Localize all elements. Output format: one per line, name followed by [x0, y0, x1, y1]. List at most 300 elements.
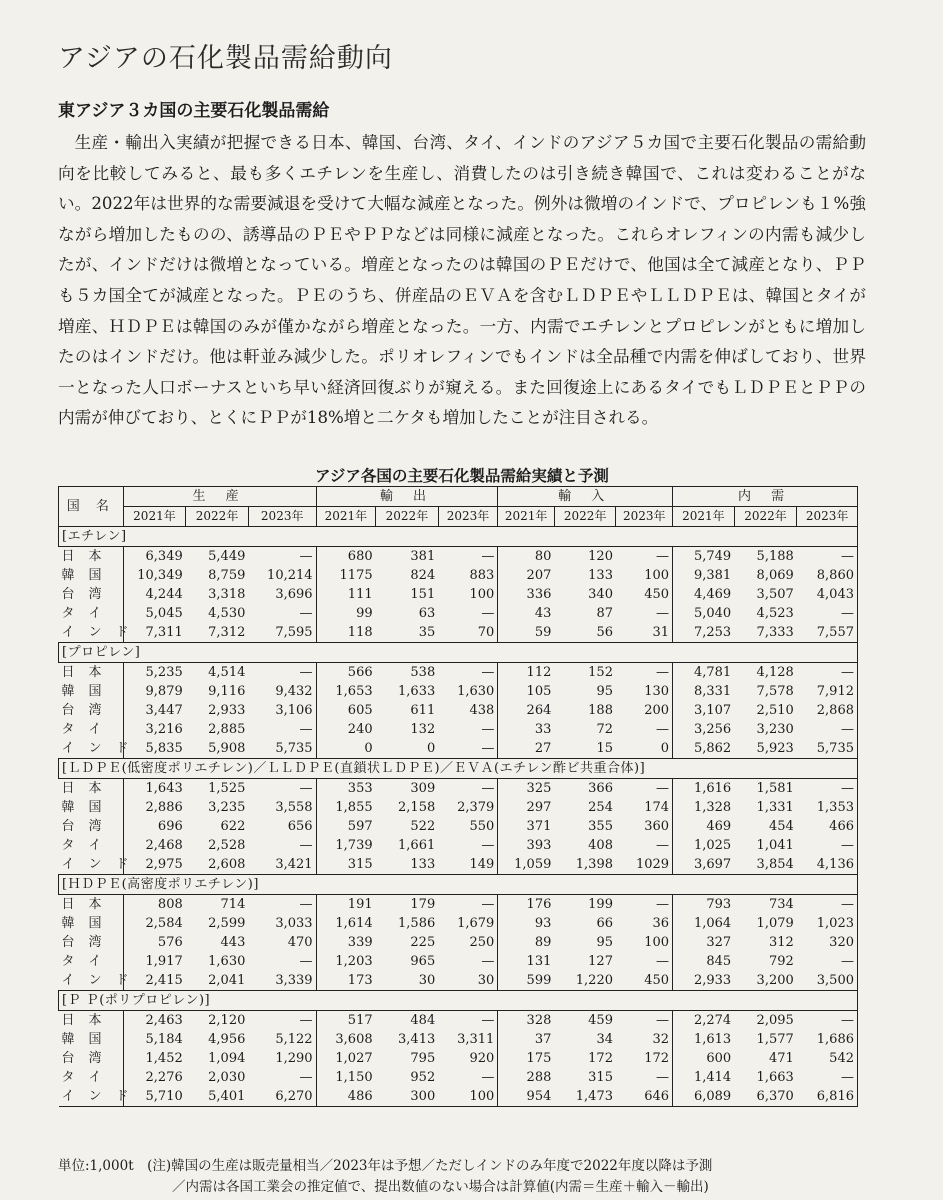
table-row: [59, 1087, 858, 1107]
value-cell: 1,616: [673, 779, 735, 799]
value-cell: 952: [410, 1070, 436, 1085]
value-cell: 450: [616, 971, 673, 991]
value-cell: 66: [596, 916, 613, 931]
value-cell: 1,025: [673, 836, 735, 855]
country-cell: 韓国: [61, 684, 116, 699]
value-cell: —: [299, 665, 313, 680]
value-cell: 2,030: [208, 1070, 246, 1085]
value-cell: 381: [410, 549, 436, 564]
value-cell: 0: [376, 739, 439, 759]
value-cell: 2,415: [123, 971, 186, 991]
value-cell: 3,447: [123, 701, 186, 720]
country-cell: 台湾: [61, 935, 116, 950]
value-cell: 131: [498, 952, 555, 971]
table-year-header-row: [59, 507, 858, 527]
value-cell: 1,331: [756, 800, 794, 815]
value-cell: —: [299, 1013, 313, 1028]
value-cell: 1,630: [208, 954, 246, 969]
value-cell: 1,577: [756, 1032, 794, 1047]
value-cell: 72: [596, 722, 613, 737]
table-row: [59, 663, 858, 683]
value-cell: —: [299, 722, 313, 737]
value-cell: 4,128: [756, 665, 794, 680]
value-cell: 105: [498, 682, 555, 701]
value-cell: 5,862: [673, 739, 735, 759]
table-row: [59, 895, 858, 915]
value-cell: 3,558: [275, 800, 313, 815]
value-cell: 517: [316, 1011, 376, 1031]
value-cell: 454: [768, 819, 794, 834]
value-cell: 2,276: [123, 1068, 186, 1087]
country-cell: 台湾: [61, 703, 116, 718]
value-cell: 339: [316, 933, 376, 952]
value-cell: —: [797, 1068, 858, 1087]
year-header: 2022年: [376, 507, 439, 527]
value-cell: 734: [768, 897, 794, 912]
value-cell: 1,064: [673, 914, 735, 933]
country-cell: 台湾: [61, 587, 116, 602]
table-row: [59, 1030, 858, 1049]
value-cell: 1,663: [756, 1070, 794, 1085]
country-cell: インド: [59, 855, 124, 875]
value-cell: 1,586: [398, 916, 436, 931]
value-cell: 30: [438, 971, 498, 991]
value-cell: 696: [123, 817, 186, 836]
value-cell: 1,079: [756, 916, 794, 931]
value-cell: 188: [588, 703, 613, 718]
value-cell: 3,256: [673, 720, 735, 739]
value-cell: 3,507: [756, 587, 794, 602]
value-cell: 5,735: [797, 739, 858, 759]
value-cell: 1,653: [316, 682, 376, 701]
value-cell: 33: [498, 720, 555, 739]
value-cell: 93: [498, 914, 555, 933]
value-cell: 6,089: [673, 1087, 735, 1107]
value-cell: 469: [673, 817, 735, 836]
value-cell: 470: [287, 935, 313, 950]
value-cell: 240: [316, 720, 376, 739]
value-cell: 3,235: [208, 800, 246, 815]
table-group-header-row: [59, 487, 858, 507]
value-cell: 4,514: [208, 665, 246, 680]
value-cell: 100: [644, 568, 670, 583]
value-cell: 2,528: [208, 838, 246, 853]
value-cell: 6,370: [734, 1087, 797, 1107]
value-cell: 7,578: [756, 684, 794, 699]
value-cell: 132: [410, 722, 436, 737]
value-cell: —: [797, 779, 858, 799]
value-cell: 152: [588, 665, 613, 680]
value-cell: 355: [588, 819, 613, 834]
value-cell: 100: [438, 1087, 498, 1107]
country-cell: 韓国: [61, 568, 116, 583]
value-cell: 542: [797, 1049, 858, 1068]
value-cell: 7,311: [123, 623, 186, 643]
table-row: [59, 817, 858, 836]
value-cell: —: [299, 954, 313, 969]
value-cell: 3,696: [275, 587, 313, 602]
year-header: 2023年: [797, 507, 858, 527]
table-row: [59, 952, 858, 971]
value-cell: 5,710: [123, 1087, 186, 1107]
value-cell: 327: [673, 933, 735, 952]
value-cell: —: [299, 606, 313, 621]
value-cell: 3,216: [123, 720, 186, 739]
value-cell: 200: [644, 703, 670, 718]
value-cell: —: [656, 1070, 670, 1085]
group-header-exports: 輸 出: [316, 487, 498, 507]
value-cell: 0: [616, 739, 673, 759]
value-cell: 2,095: [756, 1013, 794, 1028]
value-cell: 191: [316, 895, 376, 915]
country-cell: タイ: [61, 722, 116, 737]
country-cell: 韓国: [61, 916, 116, 931]
value-cell: 2,599: [208, 916, 246, 931]
value-cell: —: [438, 739, 498, 759]
value-cell: —: [481, 549, 495, 564]
value-cell: 1,633: [398, 684, 436, 699]
value-cell: 1,452: [123, 1049, 186, 1068]
value-cell: 179: [410, 897, 436, 912]
value-cell: 1,739: [316, 836, 376, 855]
value-cell: 597: [316, 817, 376, 836]
value-cell: —: [481, 781, 495, 796]
value-cell: 3,697: [673, 855, 735, 875]
section-label: [ＬＤＰＥ(低密度ポリエチレン)／ＬＬＤＰＥ(直鎖状ＬＤＰＥ)／ＥＶＡ(エチレン酢ビ共重合体)]: [59, 759, 858, 779]
value-cell: 5,045: [123, 604, 186, 623]
value-cell: 1,855: [316, 798, 376, 817]
value-cell: —: [656, 665, 670, 680]
value-cell: —: [481, 606, 495, 621]
value-cell: 325: [498, 779, 555, 799]
table-row: [59, 720, 858, 739]
country-cell: インド: [59, 971, 124, 991]
value-cell: 793: [673, 895, 735, 915]
value-cell: 133: [376, 855, 439, 875]
table-row: [59, 1068, 858, 1087]
country-cell: インド: [59, 1087, 124, 1107]
table-row: [59, 739, 858, 759]
value-cell: —: [797, 604, 858, 623]
value-cell: 1,917: [123, 952, 186, 971]
value-cell: 3,500: [797, 971, 858, 991]
value-cell: 795: [410, 1051, 436, 1066]
value-cell: 99: [316, 604, 376, 623]
value-cell: 366: [588, 781, 613, 796]
value-cell: 8,860: [797, 566, 858, 585]
value-cell: 656: [287, 819, 313, 834]
year-header: 2023年: [248, 507, 316, 527]
value-cell: —: [481, 1070, 495, 1085]
value-cell: 2,510: [756, 703, 794, 718]
year-header: 2022年: [186, 507, 249, 527]
value-cell: 9,116: [208, 684, 246, 699]
table-row: [59, 836, 858, 855]
value-cell: 34: [596, 1032, 613, 1047]
country-cell: 日本: [61, 897, 116, 912]
value-cell: —: [797, 836, 858, 855]
value-cell: 315: [588, 1070, 613, 1085]
value-cell: 175: [498, 1049, 555, 1068]
value-cell: 9,879: [123, 682, 186, 701]
value-cell: 4,043: [797, 585, 858, 604]
value-cell: 174: [644, 800, 670, 815]
section-header-row: [59, 643, 858, 663]
value-cell: 4,956: [208, 1032, 246, 1047]
value-cell: 7,595: [248, 623, 316, 643]
value-cell: 360: [644, 819, 670, 834]
value-cell: 7,333: [734, 623, 797, 643]
year-header: 2021年: [498, 507, 555, 527]
table-row: [59, 701, 858, 720]
value-cell: 9,381: [673, 566, 735, 585]
value-cell: 4,523: [756, 606, 794, 621]
value-cell: 1,473: [554, 1087, 616, 1107]
value-cell: 605: [316, 701, 376, 720]
value-cell: 1,027: [316, 1049, 376, 1068]
group-header-imports: 輸 入: [498, 487, 673, 507]
value-cell: 1,525: [208, 781, 246, 796]
year-header: 2021年: [123, 507, 186, 527]
table-row: [59, 798, 858, 817]
value-cell: 297: [498, 798, 555, 817]
value-cell: 172: [644, 1051, 670, 1066]
value-cell: 486: [316, 1087, 376, 1107]
value-cell: 254: [588, 800, 613, 815]
country-cell: タイ: [61, 954, 116, 969]
table-footnote-line2: ／内需は各国工業会の推定値で、提出数値のない場合は計算値(内需＝生産＋輸入－輸出): [172, 1179, 709, 1195]
value-cell: —: [299, 781, 313, 796]
value-cell: 680: [316, 547, 376, 567]
value-cell: —: [656, 897, 670, 912]
value-cell: 824: [410, 568, 436, 583]
value-cell: —: [299, 897, 313, 912]
country-cell: 日本: [61, 781, 116, 796]
value-cell: 1,023: [797, 914, 858, 933]
value-cell: 199: [588, 897, 613, 912]
value-cell: 32: [652, 1032, 670, 1047]
value-cell: 1,150: [316, 1068, 376, 1087]
table-row: [59, 547, 858, 567]
section-header-row: [59, 875, 858, 895]
value-cell: 3,107: [673, 701, 735, 720]
value-cell: —: [797, 952, 858, 971]
value-cell: 611: [410, 703, 436, 718]
value-cell: 566: [316, 663, 376, 683]
value-cell: 484: [410, 1013, 436, 1028]
value-cell: 4,244: [123, 585, 186, 604]
value-cell: 118: [316, 623, 376, 643]
value-cell: 6,349: [123, 547, 186, 567]
value-cell: 599: [498, 971, 555, 991]
value-cell: 2,120: [208, 1013, 246, 1028]
table-row: [59, 566, 858, 585]
value-cell: 112: [498, 663, 555, 683]
value-cell: 1175: [316, 566, 376, 585]
value-cell: 0: [316, 739, 376, 759]
value-cell: —: [797, 720, 858, 739]
value-cell: 59: [498, 623, 555, 643]
value-cell: 1,328: [673, 798, 735, 817]
value-cell: 312: [768, 935, 794, 950]
value-cell: —: [481, 838, 495, 853]
value-cell: 95: [596, 684, 613, 699]
country-cell: タイ: [61, 1070, 116, 1085]
value-cell: 56: [554, 623, 616, 643]
value-cell: 7,912: [797, 682, 858, 701]
value-cell: 2,468: [123, 836, 186, 855]
table-row: [59, 933, 858, 952]
value-cell: 264: [498, 701, 555, 720]
section-label: [ＨＤＰＥ(高密度ポリエチレン)]: [59, 875, 858, 895]
value-cell: 622: [220, 819, 246, 834]
value-cell: 5,122: [275, 1032, 313, 1047]
value-cell: 1029: [616, 855, 673, 875]
value-cell: 36: [652, 916, 670, 931]
value-cell: 438: [469, 703, 495, 718]
value-cell: 845: [673, 952, 735, 971]
value-cell: 3,200: [734, 971, 797, 991]
table-footnote-line1: 単位:1,000t (注)韓国の生産は販売量相当／2023年は予想／ただしインドのみ年度で2022年度以降は予測: [58, 1158, 713, 1174]
value-cell: 1,679: [457, 916, 495, 931]
value-cell: —: [797, 895, 858, 915]
value-cell: 1,353: [797, 798, 858, 817]
value-cell: —: [481, 897, 495, 912]
value-cell: —: [481, 665, 495, 680]
value-cell: 1,614: [316, 914, 376, 933]
value-cell: 466: [797, 817, 858, 836]
value-cell: 1,059: [498, 855, 555, 875]
article-body: 生産・輸出入実績が把握できる日本、韓国、台湾、タイ、インドのアジア５カ国で主要石化製品の需給動向を比較してみると、最も多くエチレンを生産し、消費したのは引き続き韓国で、これは変わることがない。2022年は世界的な需要減退を受けて大幅な減産となった。例外は微増のインドで、プロピレンも１%強ながら増加したものの、誘導品のＰＥやＰＰなどは同様に減産となった。これらオレフィンの内需も減少したが、インドだけは微増となっている。増産となったのは韓国のＰＥだけで、他国は全て減産となり、ＰＰも５カ国全てが減産となった。ＰＥのうち、併産品のＥＶＡを含むＬＤＰＥやＬＬＤＰＥは、韓国とタイが増産、ＨＤＰＥは韓国のみが僅かながら増産となった。一方、内需でエチレンとプロピレンがともに増加したのはインドだけ。他は軒並み減少した。ポリオレフィンでもインドは全品種で内需を伸ばしており、世界一となった人口ボーナスといち早い経済回復ぶりが窺える。また回復途上にあるタイでもＬＤＰＥとＰＰの内需が伸びており、とくにＰＰが18%増と二ケタも増加したことが注目される。: [58, 133, 866, 428]
value-cell: 600: [673, 1049, 735, 1068]
value-cell: 5,923: [734, 739, 797, 759]
table-row: [59, 604, 858, 623]
value-cell: 37: [498, 1030, 555, 1049]
value-cell: 2,584: [123, 914, 186, 933]
value-cell: 792: [768, 954, 794, 969]
value-cell: 4,781: [673, 663, 735, 683]
value-cell: 2,158: [398, 800, 436, 815]
country-cell: タイ: [61, 838, 116, 853]
country-cell: タイ: [61, 606, 116, 621]
group-header-production: 生 産: [123, 487, 316, 507]
value-cell: —: [656, 722, 670, 737]
value-cell: 309: [410, 781, 436, 796]
value-cell: 5,184: [123, 1030, 186, 1049]
value-cell: 920: [469, 1051, 495, 1066]
year-header: 2023年: [616, 507, 673, 527]
value-cell: 133: [588, 568, 613, 583]
section-title: アジアの石化製品需給動向: [58, 43, 393, 74]
table-row: [59, 1011, 858, 1031]
value-cell: 7,312: [186, 623, 249, 643]
country-column-header: 国 名: [59, 487, 124, 527]
value-cell: 173: [316, 971, 376, 991]
value-cell: 808: [123, 895, 186, 915]
value-cell: 3,230: [756, 722, 794, 737]
value-cell: 35: [376, 623, 439, 643]
value-cell: 30: [376, 971, 439, 991]
group-header-domestic-demand: 内 需: [673, 487, 858, 507]
table-row: [59, 585, 858, 604]
value-cell: 3,339: [248, 971, 316, 991]
value-cell: —: [299, 1070, 313, 1085]
value-cell: 2,274: [673, 1011, 735, 1031]
value-cell: —: [656, 606, 670, 621]
country-cell: インド: [59, 739, 124, 759]
value-cell: 95: [596, 935, 613, 950]
supply-demand-table: [58, 486, 858, 1107]
value-cell: 1,220: [554, 971, 616, 991]
country-cell: 日本: [61, 549, 116, 564]
value-cell: 315: [316, 855, 376, 875]
value-cell: —: [656, 954, 670, 969]
value-cell: 3,318: [208, 587, 246, 602]
value-cell: 2,885: [208, 722, 246, 737]
value-cell: 225: [410, 935, 436, 950]
table-row: [59, 914, 858, 933]
section-header-row: [59, 991, 858, 1011]
value-cell: 8,069: [756, 568, 794, 583]
value-cell: 1,203: [316, 952, 376, 971]
value-cell: 70: [438, 623, 498, 643]
value-cell: 328: [498, 1011, 555, 1031]
value-cell: —: [656, 1013, 670, 1028]
value-cell: 1,414: [673, 1068, 735, 1087]
value-cell: 954: [498, 1087, 555, 1107]
value-cell: 459: [588, 1013, 613, 1028]
value-cell: 3,413: [398, 1032, 436, 1047]
section-label: [プロピレン]: [59, 643, 858, 663]
value-cell: 1,686: [797, 1030, 858, 1049]
value-cell: —: [481, 1013, 495, 1028]
value-cell: 120: [588, 549, 613, 564]
value-cell: 250: [469, 935, 495, 950]
value-cell: 4,469: [673, 585, 735, 604]
value-cell: 5,401: [186, 1087, 249, 1107]
year-header: 2021年: [673, 507, 735, 527]
article-subtitle: 東アジア３カ国の主要石化製品需給: [58, 101, 330, 121]
value-cell: 63: [418, 606, 436, 621]
value-cell: 522: [410, 819, 436, 834]
value-cell: 10,349: [123, 566, 186, 585]
value-cell: —: [797, 663, 858, 683]
country-cell: 韓国: [61, 800, 116, 815]
section-header-row: [59, 527, 858, 547]
value-cell: 1,094: [208, 1051, 246, 1066]
value-cell: 87: [596, 606, 613, 621]
value-cell: 9,432: [275, 684, 313, 699]
value-cell: 1,643: [123, 779, 186, 799]
value-cell: 5,749: [673, 547, 735, 567]
value-cell: 1,290: [275, 1051, 313, 1066]
value-cell: 100: [644, 935, 670, 950]
value-cell: 207: [498, 566, 555, 585]
value-cell: 127: [588, 954, 613, 969]
table-row: [59, 682, 858, 701]
value-cell: 714: [220, 897, 246, 912]
table-row: [59, 779, 858, 799]
value-cell: 3,106: [275, 703, 313, 718]
value-cell: 5,188: [756, 549, 794, 564]
value-cell: 2,463: [123, 1011, 186, 1031]
value-cell: 8,759: [208, 568, 246, 583]
section-label: [エチレン]: [59, 527, 858, 547]
value-cell: 172: [588, 1051, 613, 1066]
value-cell: 8,331: [673, 682, 735, 701]
table-body: [59, 527, 858, 1107]
value-cell: 371: [498, 817, 555, 836]
